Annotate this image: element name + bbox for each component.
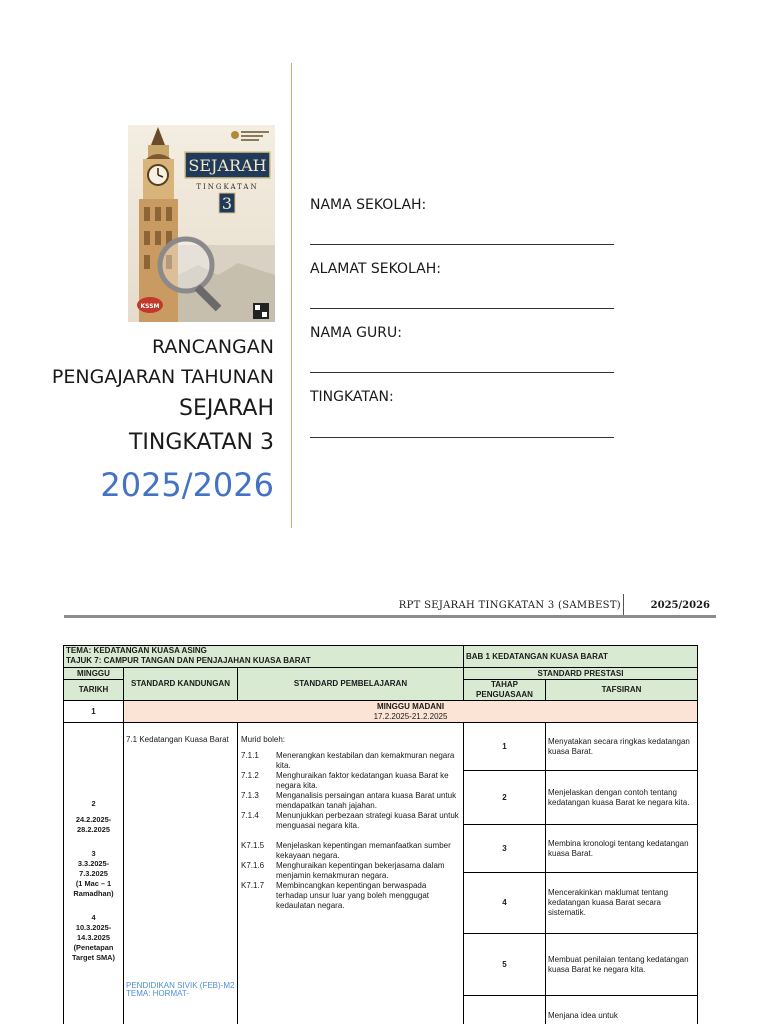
week1-dates: 17.2.2025-21.2.2025 <box>373 711 448 721</box>
learning-standard-item <box>241 771 459 791</box>
rpt-table <box>63 645 698 1024</box>
level-2: 2 <box>464 771 546 825</box>
learning-standard-item <box>241 791 459 811</box>
col-level-header: TAHAP PENGUASAAN <box>464 680 546 701</box>
week-2-dates: 24.2.2025-28.2.2025 <box>75 815 112 834</box>
theme-cell <box>64 646 464 668</box>
item-text: Menunjukkan perbezaan strategi kuasa Barat untuk menguasai negara kita. <box>276 811 459 830</box>
learning-standard-item <box>241 811 459 831</box>
school-name-label: NAMA SEKOLAH: <box>310 197 427 213</box>
level-6 <box>464 996 546 1024</box>
learning-standard-cell <box>238 723 464 1024</box>
col-interpretation-header: TAFSIRAN <box>546 680 698 701</box>
book-number-text: 3 <box>221 194 233 213</box>
form-label: TINGKATAN: <box>310 389 394 405</box>
book-subtitle-text: TINGKATAN <box>196 183 259 191</box>
col-performance-standard-header: STANDARD PRESTASI <box>464 668 698 680</box>
cover-book-image <box>128 125 275 322</box>
item-code: 7.1.4 <box>241 811 259 820</box>
interpretation-3: Membina kronologi tentang kedatangan kuasa Barat. <box>546 825 698 873</box>
header-rule <box>64 615 716 618</box>
week-2-number: 2 <box>91 799 96 808</box>
header-title: RPT SEJARAH TINGKATAN 3 (SAMBEST) <box>398 600 621 611</box>
item-code: 7.1.2 <box>241 771 259 780</box>
item-text: Menganalisis persaingan antara kuasa Barat untuk mendapatkan tanah jajahan. <box>276 791 457 810</box>
plan-title-line-2: PENGAJARAN TAHUNAN <box>51 366 274 388</box>
week-4-note: (Penetapan Target SMA) <box>72 943 115 962</box>
week1-number: 1 <box>64 701 124 723</box>
week1-title: MINGGU MADANI <box>376 701 445 711</box>
week-2-block <box>66 799 121 835</box>
page-header <box>64 594 716 619</box>
col-content-standard-header: STANDARD KANDUNGAN <box>124 668 238 701</box>
week-4-number: 4 <box>91 913 96 922</box>
week-4-block <box>66 913 121 963</box>
interpretation-5: Membuat penilaian tentang kedatangan kuasa Barat ke negara kita. <box>546 934 698 996</box>
level-1: 1 <box>464 723 546 771</box>
book-title-text: SEJARAH <box>188 156 267 175</box>
plan-year: 2025/2026 <box>100 466 274 504</box>
plan-title-line-3: SEJARAH <box>178 396 274 421</box>
learning-standard-intro: Murid boleh: <box>241 735 286 744</box>
item-code: 7.1.3 <box>241 791 259 800</box>
learning-standard-item <box>241 751 459 771</box>
level-3: 3 <box>464 825 546 873</box>
teacher-name-label: NAMA GURU: <box>310 325 402 341</box>
learning-standard-item <box>241 881 459 911</box>
interpretation-6: Menjana idea untuk <box>546 996 698 1024</box>
theme-text: TEMA: KEDATANGAN KUASA ASING <box>66 646 207 655</box>
school-name-line[interactable] <box>310 244 614 245</box>
header-separator <box>623 594 624 616</box>
item-text: Menerangkan kestabilan dan kemakmuran negara kita. <box>276 751 455 770</box>
topic-text: TAJUK 7: CAMPUR TANGAN DAN PENJAJAHAN KUASA BARAT <box>66 656 311 665</box>
level-4: 4 <box>464 873 546 934</box>
week-3-note: (1 Mac – 1 Ramadhan) <box>73 879 114 898</box>
learning-standard-item <box>241 861 459 881</box>
col-date-header: TARIKH <box>64 680 124 701</box>
interpretation-4: Mencerakinkan maklumat tentang kedatangan kuasa Barat secara sistematik. <box>546 873 698 934</box>
weeks-cell <box>64 723 124 1024</box>
col-week-header: MINGGU <box>64 668 124 680</box>
teacher-name-line[interactable] <box>310 372 614 373</box>
plan-title-line-4: TINGKATAN 3 <box>128 430 274 455</box>
interpretation-2: Menjelaskan dengan contoh tentang kedatangan kuasa Barat ke negara kita. <box>546 771 698 825</box>
civics-note: PENDIDIKAN SIVIK (FEB)-M2 TEMA: HORMAT- <box>126 981 235 998</box>
content-standard-cell <box>124 723 238 1024</box>
week-4-dates: 10.3.2025-14.3.2025 <box>75 923 112 942</box>
interpretation-1: Menyatakan secara ringkas kedatangan kuasa Barat. <box>546 723 698 771</box>
header-year: 2025/2026 <box>650 600 710 611</box>
item-text: Menjelaskan kepentingan memanfaatkan sumber kekayaan negara. <box>276 841 451 860</box>
cover-divider <box>291 63 292 528</box>
kssm-badge-text: KSSM <box>140 303 160 310</box>
item-text: Menghuraikan kepentingan bekerjasama dalam menjamin kemakmuran negara. <box>276 861 445 880</box>
learning-standard-item <box>241 841 459 861</box>
content-standard-text: 7.1 Kedatangan Kuasa Barat <box>126 735 229 744</box>
school-address-line[interactable] <box>310 308 614 309</box>
chapter-cell: BAB 1 KEDATANGAN KUASA BARAT <box>464 646 698 668</box>
item-text: Menghuraikan faktor kedatangan kuasa Barat ke negara kita. <box>276 771 449 790</box>
level-5: 5 <box>464 934 546 996</box>
week-3-block <box>66 849 121 899</box>
item-code: K7.1.5 <box>241 841 265 850</box>
item-code: 7.1.1 <box>241 751 259 760</box>
item-code: K7.1.6 <box>241 861 265 870</box>
item-code: K7.1.7 <box>241 881 265 890</box>
week1-madani-cell <box>124 701 698 723</box>
week-3-dates: 3.3.2025-7.3.2025 <box>77 859 110 878</box>
school-address-label: ALAMAT SEKOLAH: <box>310 261 441 277</box>
form-line[interactable] <box>310 437 614 438</box>
plan-title-line-1: RANCANGAN <box>151 336 274 358</box>
col-learning-standard-header: STANDARD PEMBELAJARAN <box>238 668 464 701</box>
item-text: Membincangkan kepentingan berwaspada terhadap unsur luar yang boleh menggugat kedaulatan negara. <box>276 881 429 910</box>
week-3-number: 3 <box>91 849 96 858</box>
